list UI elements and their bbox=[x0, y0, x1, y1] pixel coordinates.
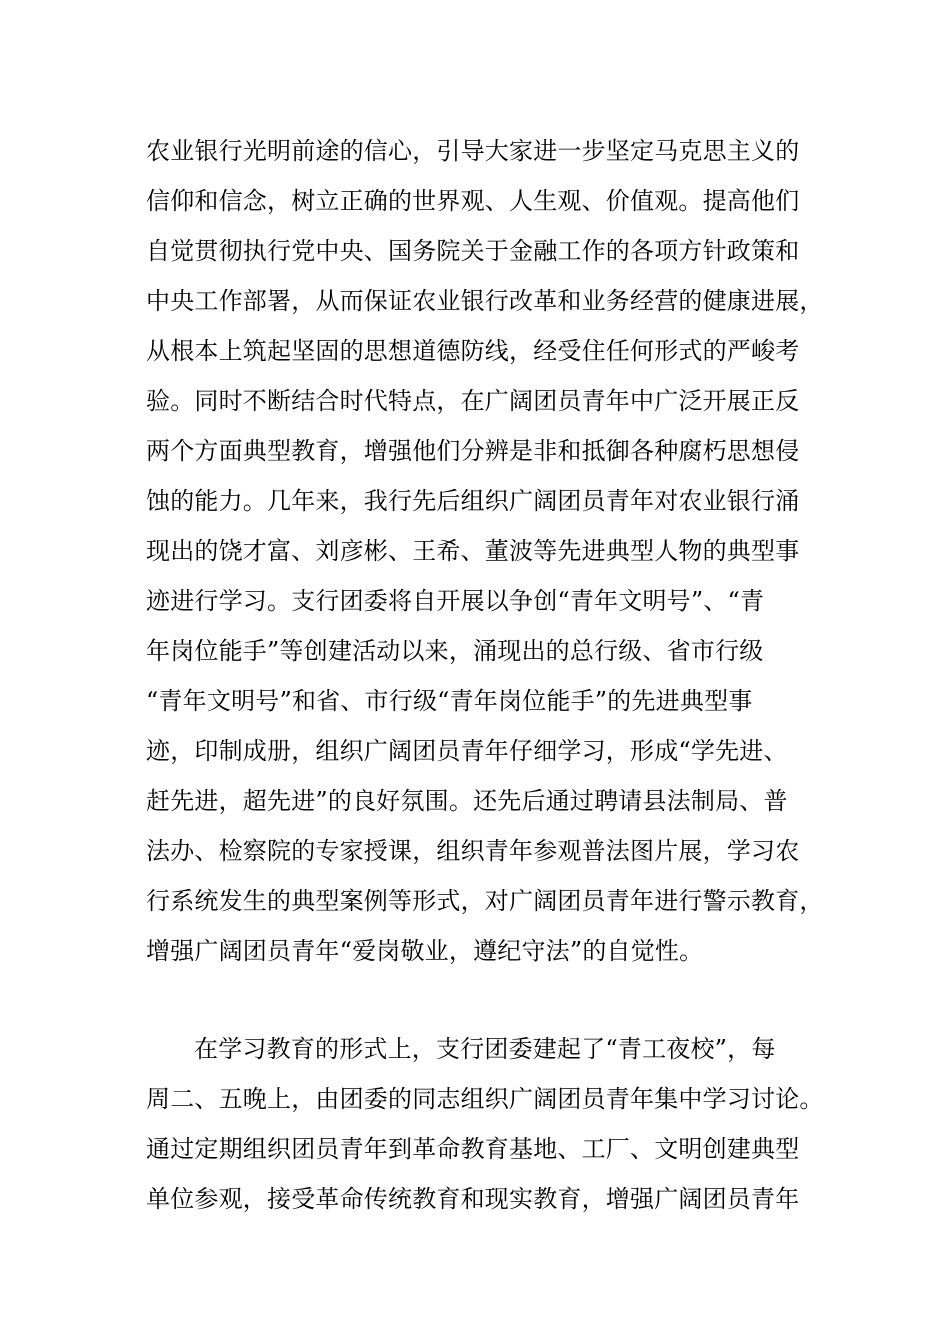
text-line: 验。同时不断结合时代特点，在广阔团员青年中广泛开展正反 bbox=[146, 387, 800, 415]
text-line: 迹，印制成册，组织广阔团员青年仔细学习，形成“学先进、 bbox=[146, 737, 788, 765]
text-line: 通过定期组织团员青年到革命教育基地、工厂、文明创建典型 bbox=[146, 1135, 800, 1163]
text-line: 自觉贯彻执行党中央、国务院关于金融工作的各项方针政策和 bbox=[146, 237, 800, 265]
text-line: 中央工作部署，从而保证农业银行改革和业务经营的健康进展， bbox=[146, 287, 824, 315]
text-line: 在学习教育的形式上，支行团委建起了“青工夜校”，每 bbox=[194, 1035, 776, 1063]
text-line: 蚀的能力。几年来，我行先后组织广阔团员青年对农业银行涌 bbox=[146, 487, 800, 515]
text-line: 法办、检察院的专家授课，组织青年参观普法图片展，学习农 bbox=[146, 837, 800, 865]
text-line: 从根本上筑起坚固的思想道德防线，经受住任何形式的严峻考 bbox=[146, 337, 800, 365]
text-line: 现出的饶才富、刘彦彬、王希、董波等先进典型人物的典型事 bbox=[146, 537, 800, 565]
text-line: 信仰和信念，树立正确的世界观、人生观、价值观。提高他们 bbox=[146, 187, 800, 215]
text-line: 单位参观，接受革命传统教育和现实教育，增强广阔团员青年 bbox=[146, 1185, 800, 1213]
text-line: 行系统发生的典型案例等形式，对广阔团员青年进行警示教育， bbox=[146, 887, 824, 915]
text-line: 年岗位能手”等创建活动以来，涌现出的总行级、省市行级 bbox=[146, 637, 764, 665]
text-line: “青年文明号”和省、市行级“青年岗位能手”的先进典型事 bbox=[146, 687, 753, 715]
text-line: 两个方面典型教育，增强他们分辨是非和抵御各种腐朽思想侵 bbox=[146, 437, 800, 465]
text-line: 周二、五晚上，由团委的同志组织广阔团员青年集中学习讨论。 bbox=[146, 1085, 824, 1113]
text-line: 农业银行光明前途的信心，引导大家进一步坚定马克思主义的 bbox=[146, 137, 800, 165]
text-line: 迹进行学习。支行团委将自开展以争创“青年文明号”、“青 bbox=[146, 587, 765, 615]
text-line: 赶先进，超先进”的良好氛围。还先后通过聘请县法制局、普 bbox=[146, 787, 788, 815]
text-line: 增强广阔团员青年“爱岗敬业，遵纪守法”的自觉性。 bbox=[146, 937, 704, 965]
